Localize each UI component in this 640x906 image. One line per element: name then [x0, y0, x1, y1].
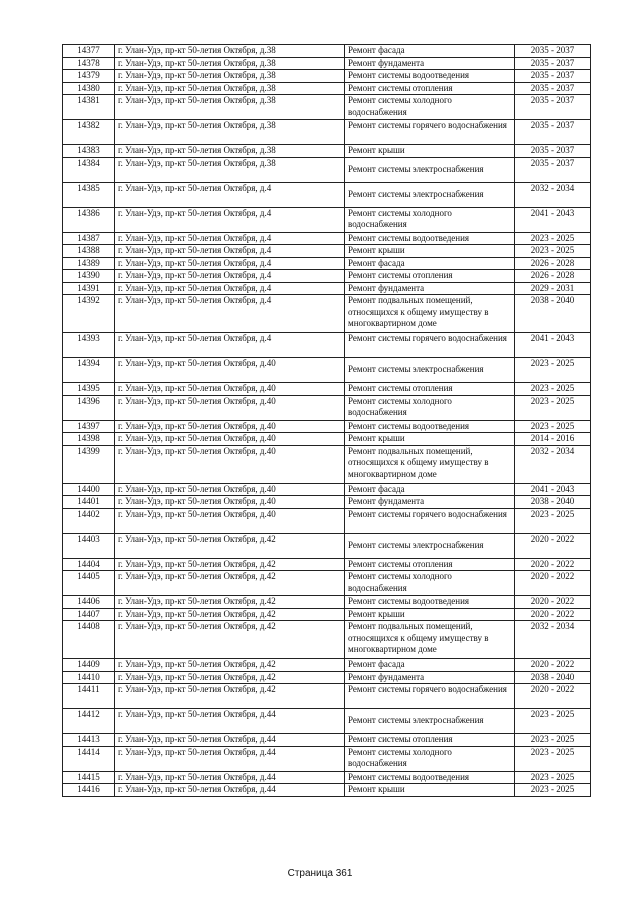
row-work-type: Ремонт системы холодного водоснабжения	[345, 746, 515, 771]
table-row	[63, 784, 591, 797]
table-row	[63, 120, 591, 145]
row-work-type: Ремонт системы горячего водоснабжения	[345, 508, 515, 533]
table-row	[63, 358, 591, 383]
row-number: 14391	[63, 282, 115, 295]
row-address: г. Улан-Удэ, пр-кт 50-летия Октября, д.42	[115, 533, 345, 558]
row-work-type: Ремонт фасада	[345, 45, 515, 58]
row-work-type: Ремонт системы горячего водоснабжения	[345, 333, 515, 358]
row-address: г. Улан-Удэ, пр-кт 50-летия Октября, д.38	[115, 157, 345, 182]
row-number: 14395	[63, 383, 115, 396]
row-address: г. Улан-Удэ, пр-кт 50-летия Октября, д.4	[115, 207, 345, 232]
row-number: 14400	[63, 483, 115, 496]
row-work-type: Ремонт системы холодного водоснабжения	[345, 207, 515, 232]
row-period: 2032 - 2034	[515, 182, 591, 207]
row-work-type: Ремонт подвальных помещений, относящихся к общему имуществу в многоквартирном доме	[345, 295, 515, 333]
row-number: 14405	[63, 571, 115, 596]
row-number: 14407	[63, 608, 115, 621]
row-period: 2032 - 2034	[515, 621, 591, 659]
row-work-type: Ремонт системы водоотведения	[345, 70, 515, 83]
row-work-type: Ремонт фундамента	[345, 57, 515, 70]
table-row	[63, 433, 591, 446]
row-address: г. Улан-Удэ, пр-кт 50-летия Октября, д.38	[115, 82, 345, 95]
row-number: 14397	[63, 420, 115, 433]
row-period: 2023 - 2025	[515, 395, 591, 420]
row-work-type: Ремонт фасада	[345, 483, 515, 496]
row-address: г. Улан-Удэ, пр-кт 50-летия Октября, д.38	[115, 57, 345, 70]
row-address: г. Улан-Удэ, пр-кт 50-летия Октября, д.38	[115, 120, 345, 145]
row-address: г. Улан-Удэ, пр-кт 50-летия Октября, д.38	[115, 70, 345, 83]
row-number: 14406	[63, 596, 115, 609]
row-period: 2020 - 2022	[515, 571, 591, 596]
row-work-type: Ремонт системы холодного водоснабжения	[345, 395, 515, 420]
row-number: 14380	[63, 82, 115, 95]
row-work-type: Ремонт системы холодного водоснабжения	[345, 571, 515, 596]
row-address: г. Улан-Удэ, пр-кт 50-летия Октября, д.44	[115, 784, 345, 797]
row-period: 2035 - 2037	[515, 82, 591, 95]
row-address: г. Улан-Удэ, пр-кт 50-летия Октября, д.42	[115, 596, 345, 609]
row-work-type: Ремонт системы отопления	[345, 734, 515, 747]
table-row	[63, 608, 591, 621]
row-period: 2020 - 2022	[515, 684, 591, 709]
table-row	[63, 771, 591, 784]
row-work-type: Ремонт системы электроснабжения	[345, 182, 515, 207]
row-work-type: Ремонт системы водоотведения	[345, 420, 515, 433]
table-row	[63, 157, 591, 182]
row-number: 14408	[63, 621, 115, 659]
row-address: г. Улан-Удэ, пр-кт 50-летия Октября, д.40	[115, 445, 345, 483]
row-address: г. Улан-Удэ, пр-кт 50-летия Октября, д.38	[115, 45, 345, 58]
row-work-type: Ремонт системы электроснабжения	[345, 533, 515, 558]
table-row	[63, 82, 591, 95]
table-row	[63, 596, 591, 609]
table-row	[63, 420, 591, 433]
table-row	[63, 508, 591, 533]
row-address: г. Улан-Удэ, пр-кт 50-летия Октября, д.42	[115, 621, 345, 659]
row-number: 14393	[63, 333, 115, 358]
row-work-type: Ремонт системы водоотведения	[345, 232, 515, 245]
table-row	[63, 621, 591, 659]
row-period: 2023 - 2025	[515, 383, 591, 396]
row-work-type: Ремонт фундамента	[345, 671, 515, 684]
repair-schedule-table	[62, 44, 591, 797]
table-row	[63, 245, 591, 258]
row-period: 2041 - 2043	[515, 333, 591, 358]
row-address: г. Улан-Удэ, пр-кт 50-летия Октября, д.42	[115, 558, 345, 571]
row-address: г. Улан-Удэ, пр-кт 50-летия Октября, д.40	[115, 508, 345, 533]
row-address: г. Улан-Удэ, пр-кт 50-летия Октября, д.40	[115, 496, 345, 509]
row-number: 14388	[63, 245, 115, 258]
row-address: г. Улан-Удэ, пр-кт 50-летия Октября, д.40	[115, 483, 345, 496]
row-address: г. Улан-Удэ, пр-кт 50-летия Октября, д.38	[115, 145, 345, 158]
row-period: 2023 - 2025	[515, 232, 591, 245]
row-work-type: Ремонт подвальных помещений, относящихся к общему имуществу в многоквартирном доме	[345, 621, 515, 659]
row-work-type: Ремонт крыши	[345, 433, 515, 446]
row-number: 14401	[63, 496, 115, 509]
row-period: 2041 - 2043	[515, 207, 591, 232]
row-period: 2023 - 2025	[515, 784, 591, 797]
row-address: г. Улан-Удэ, пр-кт 50-летия Октября, д.40	[115, 420, 345, 433]
row-work-type: Ремонт системы отопления	[345, 270, 515, 283]
table-row	[63, 383, 591, 396]
row-number: 14396	[63, 395, 115, 420]
table-row	[63, 496, 591, 509]
table-row	[63, 282, 591, 295]
row-address: г. Улан-Удэ, пр-кт 50-летия Октября, д.44	[115, 771, 345, 784]
table-row	[63, 571, 591, 596]
row-period: 2023 - 2025	[515, 709, 591, 734]
table-row	[63, 207, 591, 232]
table-row	[63, 746, 591, 771]
row-number: 14379	[63, 70, 115, 83]
row-number: 14392	[63, 295, 115, 333]
table-row	[63, 270, 591, 283]
row-period: 2035 - 2037	[515, 120, 591, 145]
row-address: г. Улан-Удэ, пр-кт 50-летия Октября, д.4	[115, 282, 345, 295]
row-number: 14390	[63, 270, 115, 283]
table-row	[63, 257, 591, 270]
row-period: 2023 - 2025	[515, 746, 591, 771]
row-period: 2035 - 2037	[515, 95, 591, 120]
table-row	[63, 395, 591, 420]
row-number: 14403	[63, 533, 115, 558]
row-work-type: Ремонт системы отопления	[345, 82, 515, 95]
row-number: 14394	[63, 358, 115, 383]
row-period: 2023 - 2025	[515, 245, 591, 258]
row-address: г. Улан-Удэ, пр-кт 50-летия Октября, д.44	[115, 734, 345, 747]
row-period: 2035 - 2037	[515, 70, 591, 83]
row-period: 2020 - 2022	[515, 659, 591, 672]
page-number: Страница 361	[287, 868, 353, 879]
row-address: г. Улан-Удэ, пр-кт 50-летия Октября, д.42	[115, 608, 345, 621]
row-address: г. Улан-Удэ, пр-кт 50-летия Октября, д.4	[115, 295, 345, 333]
row-number: 14386	[63, 207, 115, 232]
row-address: г. Улан-Удэ, пр-кт 50-летия Октября, д.42	[115, 684, 345, 709]
row-address: г. Улан-Удэ, пр-кт 50-летия Октября, д.4	[115, 333, 345, 358]
row-address: г. Улан-Удэ, пр-кт 50-летия Октября, д.44	[115, 709, 345, 734]
row-address: г. Улан-Удэ, пр-кт 50-летия Октября, д.42	[115, 671, 345, 684]
table-row	[63, 483, 591, 496]
row-number: 14413	[63, 734, 115, 747]
row-number: 14378	[63, 57, 115, 70]
row-work-type: Ремонт крыши	[345, 784, 515, 797]
row-work-type: Ремонт системы электроснабжения	[345, 709, 515, 734]
row-period: 2026 - 2028	[515, 270, 591, 283]
table-row	[63, 533, 591, 558]
row-number: 14398	[63, 433, 115, 446]
table-row	[63, 734, 591, 747]
row-period: 2038 - 2040	[515, 295, 591, 333]
row-address: г. Улан-Удэ, пр-кт 50-летия Октября, д.4	[115, 182, 345, 207]
table-row	[63, 70, 591, 83]
table-row	[63, 684, 591, 709]
row-work-type: Ремонт фундамента	[345, 496, 515, 509]
row-number: 14416	[63, 784, 115, 797]
row-period: 2041 - 2043	[515, 483, 591, 496]
table-row	[63, 659, 591, 672]
row-number: 14415	[63, 771, 115, 784]
row-work-type: Ремонт системы отопления	[345, 383, 515, 396]
row-period: 2023 - 2025	[515, 734, 591, 747]
row-period: 2032 - 2034	[515, 445, 591, 483]
row-address: г. Улан-Удэ, пр-кт 50-летия Октября, д.40	[115, 383, 345, 396]
row-address: г. Улан-Удэ, пр-кт 50-летия Октября, д.38	[115, 95, 345, 120]
row-number: 14411	[63, 684, 115, 709]
row-work-type: Ремонт системы водоотведения	[345, 771, 515, 784]
row-period: 2023 - 2025	[515, 508, 591, 533]
row-number: 14410	[63, 671, 115, 684]
table-row	[63, 232, 591, 245]
table-row	[63, 709, 591, 734]
row-work-type: Ремонт крыши	[345, 145, 515, 158]
row-period: 2020 - 2022	[515, 608, 591, 621]
row-period: 2035 - 2037	[515, 145, 591, 158]
row-address: г. Улан-Удэ, пр-кт 50-летия Октября, д.40	[115, 433, 345, 446]
row-number: 14384	[63, 157, 115, 182]
row-period: 2020 - 2022	[515, 596, 591, 609]
row-work-type: Ремонт фасада	[345, 257, 515, 270]
row-address: г. Улан-Удэ, пр-кт 50-летия Октября, д.4	[115, 245, 345, 258]
row-period: 2026 - 2028	[515, 257, 591, 270]
row-work-type: Ремонт системы холодного водоснабжения	[345, 95, 515, 120]
row-address: г. Улан-Удэ, пр-кт 50-летия Октября, д.44	[115, 746, 345, 771]
row-work-type: Ремонт подвальных помещений, относящихся к общему имуществу в многоквартирном доме	[345, 445, 515, 483]
table-row	[63, 145, 591, 158]
table-row	[63, 45, 591, 58]
row-period: 2029 - 2031	[515, 282, 591, 295]
row-period: 2023 - 2025	[515, 771, 591, 784]
row-number: 14385	[63, 182, 115, 207]
row-work-type: Ремонт крыши	[345, 608, 515, 621]
table-row	[63, 95, 591, 120]
row-number: 14399	[63, 445, 115, 483]
table-row	[63, 671, 591, 684]
row-number: 14389	[63, 257, 115, 270]
row-period: 2020 - 2022	[515, 558, 591, 571]
table-row	[63, 558, 591, 571]
row-number: 14377	[63, 45, 115, 58]
row-period: 2014 - 2016	[515, 433, 591, 446]
row-number: 14381	[63, 95, 115, 120]
row-work-type: Ремонт фасада	[345, 659, 515, 672]
row-period: 2038 - 2040	[515, 671, 591, 684]
table-body	[63, 45, 591, 797]
row-work-type: Ремонт системы водоотведения	[345, 596, 515, 609]
row-address: г. Улан-Удэ, пр-кт 50-летия Октября, д.40	[115, 395, 345, 420]
row-period: 2023 - 2025	[515, 420, 591, 433]
row-number: 14383	[63, 145, 115, 158]
row-period: 2035 - 2037	[515, 157, 591, 182]
row-work-type: Ремонт системы электроснабжения	[345, 157, 515, 182]
row-number: 14412	[63, 709, 115, 734]
row-work-type: Ремонт фундамента	[345, 282, 515, 295]
row-period: 2020 - 2022	[515, 533, 591, 558]
row-number: 14404	[63, 558, 115, 571]
row-number: 14382	[63, 120, 115, 145]
row-work-type: Ремонт системы горячего водоснабжения	[345, 684, 515, 709]
row-number: 14414	[63, 746, 115, 771]
row-address: г. Улан-Удэ, пр-кт 50-летия Октября, д.4	[115, 232, 345, 245]
row-work-type: Ремонт системы электроснабжения	[345, 358, 515, 383]
row-work-type: Ремонт системы отопления	[345, 558, 515, 571]
row-address: г. Улан-Удэ, пр-кт 50-летия Октября, д.4	[115, 257, 345, 270]
row-period: 2035 - 2037	[515, 57, 591, 70]
row-address: г. Улан-Удэ, пр-кт 50-летия Октября, д.42	[115, 571, 345, 596]
table-row	[63, 57, 591, 70]
row-period: 2023 - 2025	[515, 358, 591, 383]
row-address: г. Улан-Удэ, пр-кт 50-летия Октября, д.42	[115, 659, 345, 672]
row-number: 14387	[63, 232, 115, 245]
row-work-type: Ремонт крыши	[345, 245, 515, 258]
table-row	[63, 295, 591, 333]
row-address: г. Улан-Удэ, пр-кт 50-летия Октября, д.40	[115, 358, 345, 383]
row-period: 2038 - 2040	[515, 496, 591, 509]
row-period: 2035 - 2037	[515, 45, 591, 58]
row-address: г. Улан-Удэ, пр-кт 50-летия Октября, д.4	[115, 270, 345, 283]
table-row	[63, 445, 591, 483]
row-number: 14402	[63, 508, 115, 533]
row-work-type: Ремонт системы горячего водоснабжения	[345, 120, 515, 145]
row-number: 14409	[63, 659, 115, 672]
table-row	[63, 333, 591, 358]
table-row	[63, 182, 591, 207]
